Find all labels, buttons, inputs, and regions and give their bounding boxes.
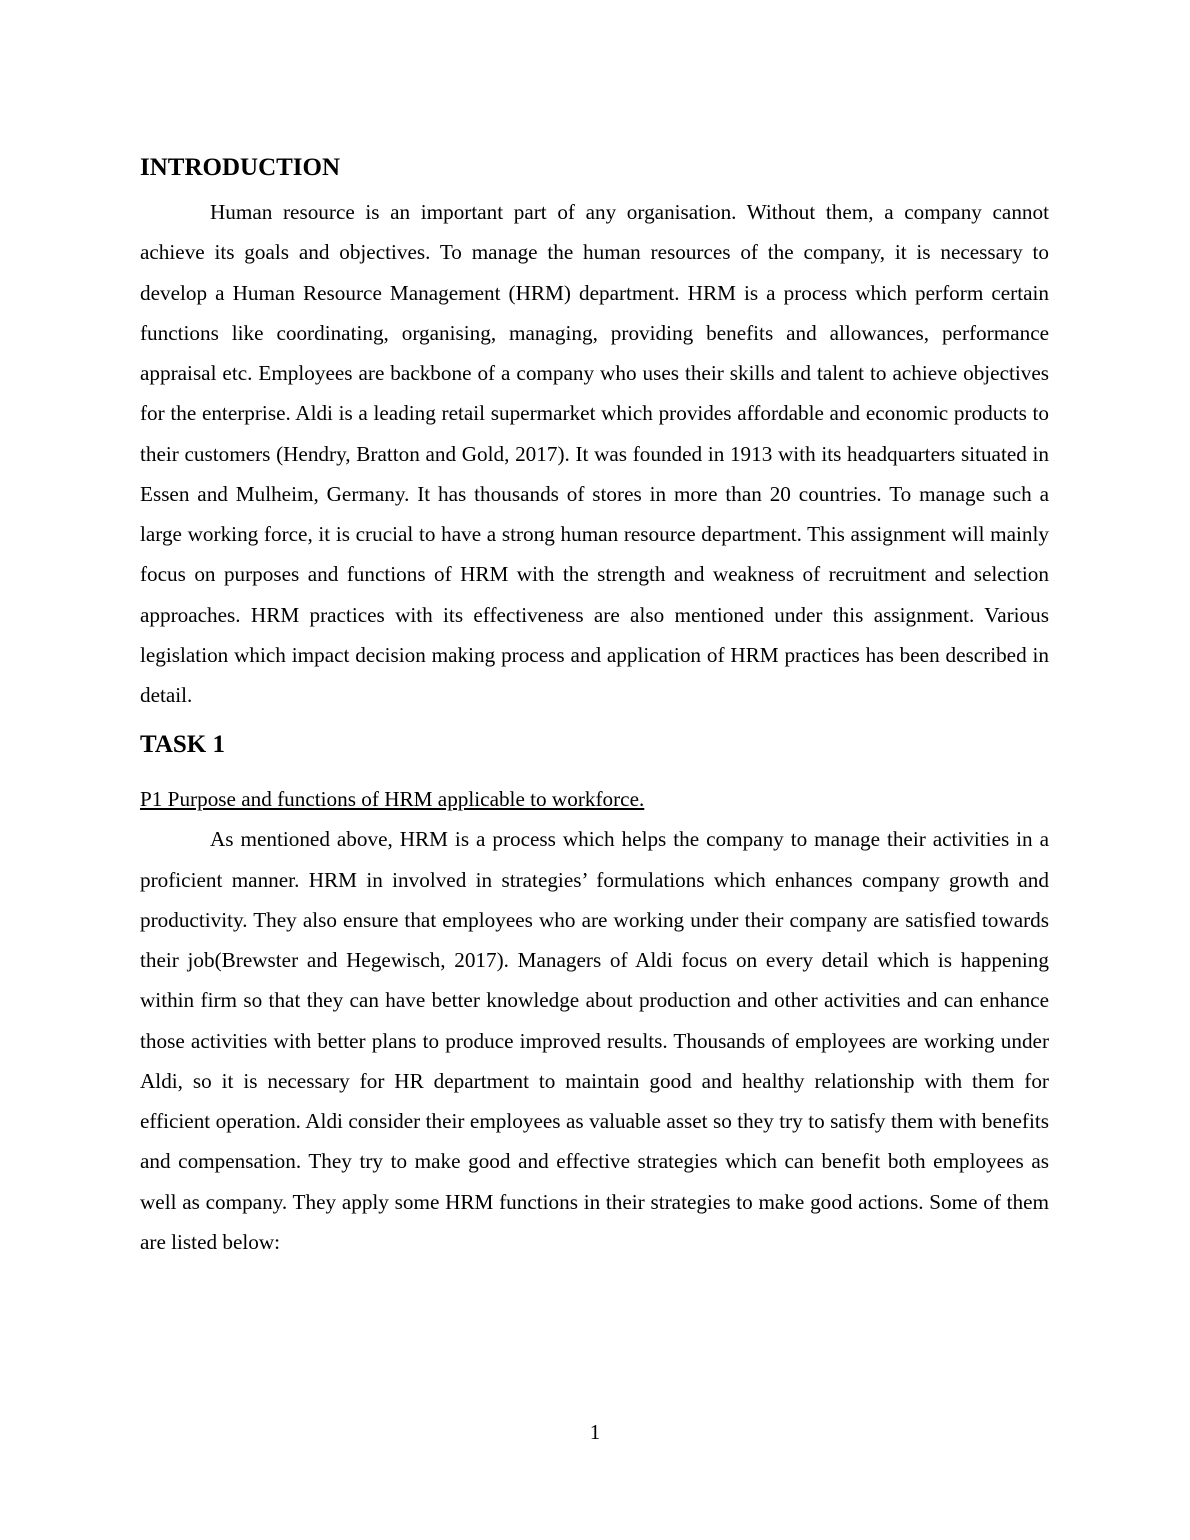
- page-content: [140, 148, 1049, 1262]
- p1-subheading: P1 Purpose and functions of HRM applicable to workforce.: [140, 787, 645, 812]
- task-1-heading: TASK 1: [140, 731, 225, 759]
- introduction-paragraph: Human resource is an important part of any organisation. Without them, a company cannot achieve its goals and objectives. To manage the human resources of the company, it is necessary to develop a Human Resource Management (HRM) department. HRM is a process which perform certain functions like coordinating, organising, managing, providing benefits and allowances, performance appraisal etc. Employees are backbone of a company who uses their skills and talent to achieve objectives for the enterprise. Aldi is a leading retail supermarket which provides affordable and economic products to their customers (Hendry, Bratton and Gold, 2017). It was founded in 1913 with its headquarters situated in Essen and Mulheim, Germany. It has thousands of stores in more than 20 countries. To manage such a large working force, it is crucial to have a strong human resource department. This assignment will mainly focus on purposes and functions of HRM with the strength and weakness of recruitment and selection approaches. HRM practices with its effectiveness are also mentioned under this assignment. Various legislation which impact decision making process and application of HRM practices has been described in detail.: [140, 200, 1049, 707]
- page-number: 1: [589, 1420, 601, 1444]
- p1-paragraph: As mentioned above, HRM is a process which helps the company to manage their activities in a proficient manner. HRM in involved in strategies’ formulations which enhances company growth and productivity. They also ensure that employees who are working under their company are satisfied towards their job(Brewster and Hegewisch, 2017). Managers of Aldi focus on every detail which is happening within firm so that they can have better knowledge about production and other activities and can enhance those activities with better plans to produce improved results. Thousands of employees are working under Aldi, so it is necessary for HR department to maintain good and healthy relationship with them for efficient operation. Aldi consider their employees as valuable asset so they try to satisfy them with benefits and compensation. They try to make good and effective strategies which can benefit both employees as well as company. They apply some HRM functions in their strategies to make good actions. Some of them are listed below:: [140, 827, 1049, 1254]
- introduction-heading: INTRODUCTION: [140, 154, 341, 181]
